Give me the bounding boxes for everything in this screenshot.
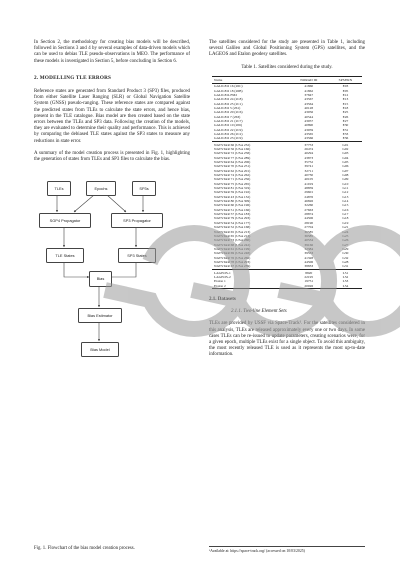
cell-name: NAVSTAR 75 (USA 265) [214,181,251,186]
cell-prn: L53 [342,279,349,284]
cell-norad: 41862 [304,88,314,93]
cell-name: NAVSTAR 68 (USA 242) [214,242,251,247]
cell-prn: G05 [342,160,349,164]
tle-paragraph: TLEs are provided by USSF via Space-Track¹. For the satellites considered in this analysis, TLEs are released approximately every one or two days. In some cases TLEs can be re-issued to update parameters, creating scenarios were, for a given epoch, multiple TLEs exist for a single object. To avoid this ambiguity, the most recently released TLE is used as it represents the most up-to-date information. [209,321,365,358]
cell-norad: 37753 [289,141,329,147]
sgp4-propagator-node [39,213,91,228]
cell-prn: G01 [329,141,362,147]
cell-prn: E12 [342,92,349,97]
cell-prn: G26 [342,238,349,243]
cell-norad: 40890 [304,123,314,128]
section-heading: 2. MODELLING TLE ERRORS [34,74,112,81]
cell-norad: 46826 [304,199,314,204]
cell-name: GALILEO 25 (2C1) [214,101,243,106]
figure-caption: Fig. 1. Flowchart of the bias model creation process. [34,546,135,551]
left-column [34,40,190,399]
cell-norad: 41328 [304,255,314,260]
cell-prn: E18 [342,105,349,110]
cell-name: GALILEO 22 (2C9) [214,127,243,132]
cell-norad: 41860 [304,84,314,89]
cell-prn: E31 [342,127,349,132]
cell-norad: 39166 [304,242,314,247]
cell-norad: 43565 [304,131,314,136]
sp3-propagator-node [111,213,163,228]
cell-norad: 40105 [304,177,314,182]
cell-prn: G32 [342,255,349,260]
cell-norad: 19751 [304,279,314,284]
epochs-label: Epochs [94,185,108,191]
cell-name: NAVSTAR 77 (USA 289) [214,155,251,160]
bias-label: Bias [96,276,105,282]
tles-label: TLEs [54,185,64,191]
footnote: ¹Available at: https://space-track.org/ (accessed on 10/03/2025) [209,546,365,553]
cell-name: LAGEOS-2 [214,274,231,279]
cell-norad: 27704 [304,225,314,230]
cell-name: GALILEO 10 (206) [214,123,242,128]
cell-prn: G17 [342,212,349,217]
table-row [212,284,362,289]
cell-norad: 44506 [304,216,314,221]
cell-norad: 43567 [304,97,314,102]
table-body [212,84,362,289]
cell-prn: G11 [342,186,349,191]
header-prn: SP3/PRN [329,76,362,83]
cell-norad: 48859 [304,186,314,191]
cell-norad: 38833 [304,264,314,269]
cell-norad: 40730 [304,173,314,178]
cell-norad: 44506 [304,259,314,264]
epochs-node [86,181,116,196]
cell-prn: G25 [342,233,349,238]
cell-name: GALILEO 5 (261) [214,105,241,110]
header-norad: NORAD ID [289,76,329,83]
cell-name: Etalon 1 [214,279,226,284]
cell-norad: 37847 [304,92,314,97]
summary-paragraph: A summary of the model creation process is presented in Fig. 1, highlighting the generation of states from TLEs and SP3 files to calculate the bias. [34,150,190,163]
cell-name: NAVSTAR 76 (USA 266) [214,255,251,260]
cell-name: NAVSTAR 54 (USA 177) [214,220,251,225]
cell-prn: L52 [342,274,349,279]
cell-prn: E36 [342,136,349,141]
cell-prn: G12 [342,190,349,195]
cell-norad: 27663 [304,207,314,212]
cell-norad: 22195 [304,274,314,279]
sp3-propagator-label: SP3 Propagator [123,217,151,223]
cell-norad: 39533 [304,251,314,256]
cell-name: NAVSTAR 43 (USA 132) [214,194,251,199]
cell-norad: 43057 [304,118,314,123]
cell-name: GALILEO 21 (2C7) [214,118,243,123]
bias-model-label: Bias Model [90,346,110,352]
cell-name: LAGEOS-1 [212,269,289,275]
cell-name: GALILEO-FM2 [214,92,238,97]
intro-paragraph: In Section 2, the methodology for creating bias models will be described, followed in Sections 3 and 4 by several examples of data-driven models which can be used to debias TLE pseudo-observations in MEO. The performance of these models is investigated in Section 5, before concluding in Section 6. [34,40,190,64]
cell-name: GALILEO 20 (2C6) [214,110,243,115]
cell-prn: G13 [342,194,349,199]
cell-name: NAVSTAR 67 (USA 239) [214,264,251,269]
cell-prn: G29 [342,246,349,251]
sp3s-label: SP3s [139,185,149,191]
cell-name: NAVSTAR 65 (USA 213) [214,233,251,238]
cell-norad: 43564 [304,101,314,106]
tles-node [47,181,71,196]
cell-prn: G30 [342,251,349,256]
cell-prn: G24 [342,229,349,234]
sp3-states-node [118,248,156,263]
cell-prn: G18 [342,216,349,221]
cell-prn: G06 [342,164,349,169]
cell-norad: 32260 [304,203,314,208]
cell-prn: L54 [329,284,362,289]
satellites-table [212,76,362,289]
cell-name: NAVSTAR 71 (USA 256) [214,177,251,182]
bias-node [89,271,112,287]
cell-norad: 28874 [304,212,314,217]
cell-norad: 29601 [304,190,314,195]
cell-prn: G14 [342,199,349,204]
cell-name: NAVSTAR 60 (USA 196) [214,203,251,208]
cell-name: NAVSTAR 69 (USA 248) [214,251,251,256]
cell-name: NAVSTAR 79 (USA 293) [214,216,251,221]
bias-model-node [81,342,119,357]
cell-norad: 43059 [304,127,314,132]
cell-prn: G03 [342,151,349,156]
cell-norad: 40294 [304,151,314,156]
cell-name: NAVSTAR 52 (USA 168) [214,225,251,230]
cell-prn: G07 [342,168,349,173]
right-column [209,40,365,365]
cell-name: NAVSTAR 61 (USA 199) [214,246,251,251]
cell-prn: G19 [342,220,349,225]
cell-prn: G31 [342,264,349,269]
cell-norad: 24876 [304,194,314,199]
tle-states-label: TLE States [55,252,75,258]
cell-prn: G08 [342,173,349,178]
tle-subheading: 2.1.1. Two-line Element Sets [231,309,287,315]
cell-prn: G15 [342,203,349,208]
cell-prn: G27 [342,242,349,247]
cell-name: GALILEO 26 (2C2) [214,131,243,136]
cell-norad: 40544 [304,114,314,119]
cell-name: NAVSTAR 51 (USA 166) [214,207,251,212]
bias-estimator-node [78,308,122,323]
header-name: Name [212,76,289,83]
cell-name: NAVSTAR 65 (USA 213) [214,229,251,234]
cell-norad: 35752 [304,160,314,164]
cell-prn: E13 [342,97,349,102]
cell-name: Etalon 2 [212,284,289,289]
table-caption: Table 1. Satellites considered during the study. [241,64,333,70]
cell-prn: G02 [342,146,349,151]
cell-name: GALILEO 7 (263) [214,114,241,119]
cell-norad: 26474 [304,146,314,151]
cell-prn: E05 [342,88,349,93]
cell-norad: 32384 [304,246,314,251]
cell-name: NAVSTAR 80 (USA 309) [214,199,251,204]
cell-name: NAVSTAR 59 (USA 192) [214,190,251,195]
cell-norad: 41019 [304,181,314,186]
datasets-heading: 2.1. Datasets [209,296,236,302]
cell-name: NAVSTAR 74 (USA 262) [214,173,251,178]
flowchart-arrows [34,169,190,399]
cell-prn: G16 [342,207,349,212]
cell-name: NAVSTAR 66 (USA 232) [212,141,289,147]
sp3s-node [132,181,156,196]
cell-norad: 36585 [304,229,314,234]
cell-name: NAVSTAR 57 (USA 183) [214,212,251,217]
cell-norad: 40534 [304,238,314,243]
cell-name: GALILEO 23 (2C9) [214,136,243,141]
cell-norad: 28190 [304,220,314,225]
flowchart [34,169,190,399]
cell-norad: 43056 [304,110,314,115]
cell-prn: G21 [342,225,349,230]
cell-name: GALILEO 24 (2C8) [214,97,243,102]
satellites-paragraph: The satellites considered for the study are presented in Table 1, including several Galileo and Global Positioning System (GPS) satellites, and the LAGEOS and Etalon geodesy satellites. [209,40,365,58]
cell-prn: E15 [342,101,349,106]
cell-prn: E26 [342,114,349,119]
cell-name: GALILEO 18 (26B) [214,88,243,93]
tle-states-node [46,248,84,263]
cell-name: NAVSTAR 81 (USA 319) [214,186,251,191]
cell-norad: 39741 [304,164,314,169]
cell-norad: 40128 [304,105,314,110]
cell-prn: E25 [342,110,349,115]
cell-prn: E03 [342,84,349,89]
cell-name: NAVSTAR 72 (USA 258) [214,151,251,156]
bias-estimator-label: Bias Estimator [87,312,113,318]
sp3-states-label: SP3 States [127,252,147,258]
cell-name: NAVSTAR 56 (USA 166) [214,146,251,151]
cell-name: NAVSTAR 64 (USA 206) [214,160,251,164]
cell-norad: 20026 [289,284,329,289]
cell-name: NAVSTAR 73 (USA 260) [214,238,251,243]
cell-name: GALILEO 16 (26C) [214,84,243,89]
cell-norad: 43873 [304,155,314,160]
cell-prn: G09 [342,177,349,182]
cell-prn: G28 [342,259,349,264]
cell-norad: 43566 [304,136,314,141]
cell-norad: 32711 [304,168,314,173]
cell-prn: L51 [329,269,362,275]
cell-name: NAVSTAR 70 (USA 251) [214,164,251,169]
methods-paragraph: Reference states are generated from Standard Product 3 (SP3) files, produced from either Satellite Laser Ranging (SLR) or Global Navigation Satellite System (GNSS) pseudo-ranging. These reference states are compared against the predicted states from TLEs to calculate the state errors, and hence bias, present in the TLE catalogue. Bias model are then created based on the state errors between the TLEs and SP3 data. Following the creation of the models, they are evaluated to determine their quality and performance. This is achieved by comparing the debiased TLE states against the SP3 states to measure any reductions in state error. [34,89,190,144]
cell-prn: E33 [342,131,349,136]
table-header-row [212,76,362,83]
cell-norad: 36585 [304,233,314,238]
cell-name: NAVSTAR 62 (USA 201) [214,168,251,173]
cell-name: NAVSTAR 78 (USA 293) [214,259,251,264]
sgp4-label: SGP4 Propagator [49,217,81,223]
cell-prn: E30 [342,123,349,128]
cell-prn: G10 [342,181,349,186]
cell-norad: 8820 [289,269,329,275]
cell-prn: E27 [342,118,349,123]
cell-prn: G04 [342,155,349,160]
